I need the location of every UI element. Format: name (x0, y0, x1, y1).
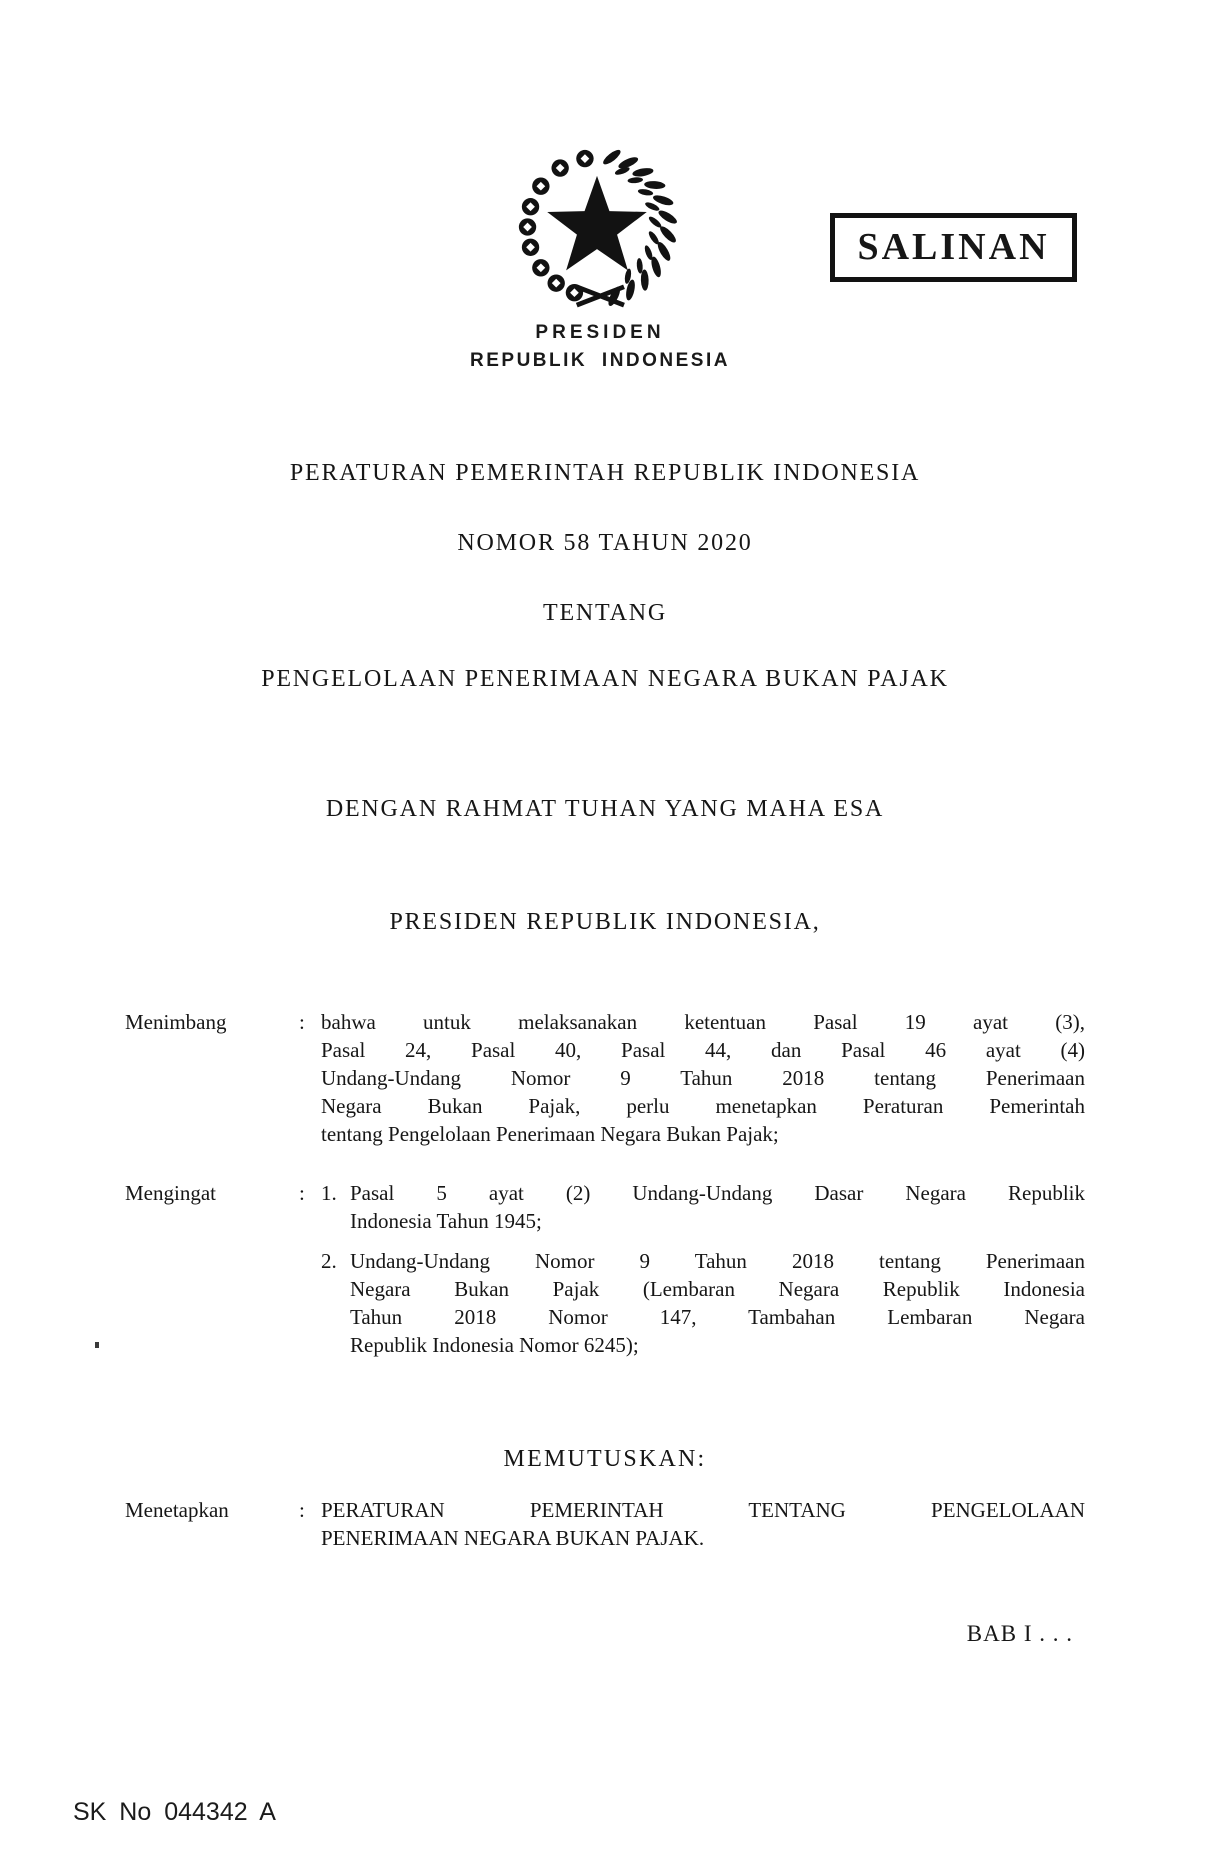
authority-line: PRESIDEN REPUBLIK INDONESIA, (389, 909, 821, 935)
salinan-stamp (830, 213, 1077, 282)
menetapkan-label: Menetapkan (125, 1498, 229, 1522)
legal-item-1 (321, 1179, 1085, 1235)
menimbang-text: bahwa untuk melaksanakan ketentuan Pasal 19 ayat (3), Pasal 24, Pasal 40, Pasal 44, dan Pasal 46 ayat (4) Undang-Undang Nomor 9 Tahun 2018 tentang Penerimaan Negara Bukan Pajak, perlu menetapkan Peraturan Pemerintah tentang Pengelolaan Penerimaan Negara Bukan Pajak; (321, 1010, 1085, 1146)
letterhead-presiden: PRESIDEN (535, 322, 665, 343)
legal-item-number: 2. (321, 1249, 337, 1273)
mengingat-colon: : (299, 1181, 305, 1205)
memutuskan-heading: MEMUTUSKAN: (503, 1446, 707, 1472)
menimbang-colon: : (299, 1010, 305, 1034)
scan-artifact-dot (95, 1342, 99, 1348)
clause-menimbang (125, 1008, 1085, 1148)
star-wreath-emblem-icon (515, 145, 679, 309)
salinan-label: SALINAN (857, 225, 1050, 268)
legal-item-number: 1. (321, 1181, 337, 1205)
mengingat-label: Mengingat (125, 1181, 216, 1205)
legal-item-text: Undang-Undang Nomor 9 Tahun 2018 tentang Penerimaan Negara Bukan Pajak (Lembaran Negara Republik Indonesia Tahun 2018 Nomor 147, Tambahan Lembaran Negara Republik Indonesia Nomor 6245); (350, 1249, 1085, 1357)
title-line-1: PERATURAN PEMERINTAH REPUBLIK INDONESIA (289, 460, 921, 486)
footer-sk-number: SK No 044342 A (73, 1798, 276, 1826)
invocation-line: DENGAN RAHMAT TUHAN YANG MAHA ESA (325, 796, 885, 822)
title-line-4: PENGELOLAAN PENERIMAAN NEGARA BUKAN PAJAK (261, 666, 949, 692)
bab-continuation: BAB I . . . (966, 1621, 1073, 1646)
clause-menetapkan (125, 1496, 1085, 1552)
title-line-3: TENTANG (543, 600, 667, 626)
menetapkan-text: PERATURAN PEMERINTAH TENTANG PENGELOLAAN PENERIMAAN NEGARA BUKAN PAJAK. (321, 1498, 1085, 1550)
clause-mengingat (125, 1179, 1085, 1359)
legal-item-2 (321, 1247, 1085, 1359)
menimbang-label: Menimbang (125, 1010, 227, 1034)
title-line-2: NOMOR 58 TAHUN 2020 (457, 530, 753, 556)
letterhead-republik-indonesia: REPUBLIK INDONESIA (470, 350, 730, 371)
menetapkan-colon: : (299, 1498, 305, 1522)
mengingat-items (321, 1179, 1085, 1359)
legal-item-text: Pasal 5 ayat (2) Undang-Undang Dasar Negara Republik Indonesia Tahun 1945; (350, 1181, 1085, 1233)
